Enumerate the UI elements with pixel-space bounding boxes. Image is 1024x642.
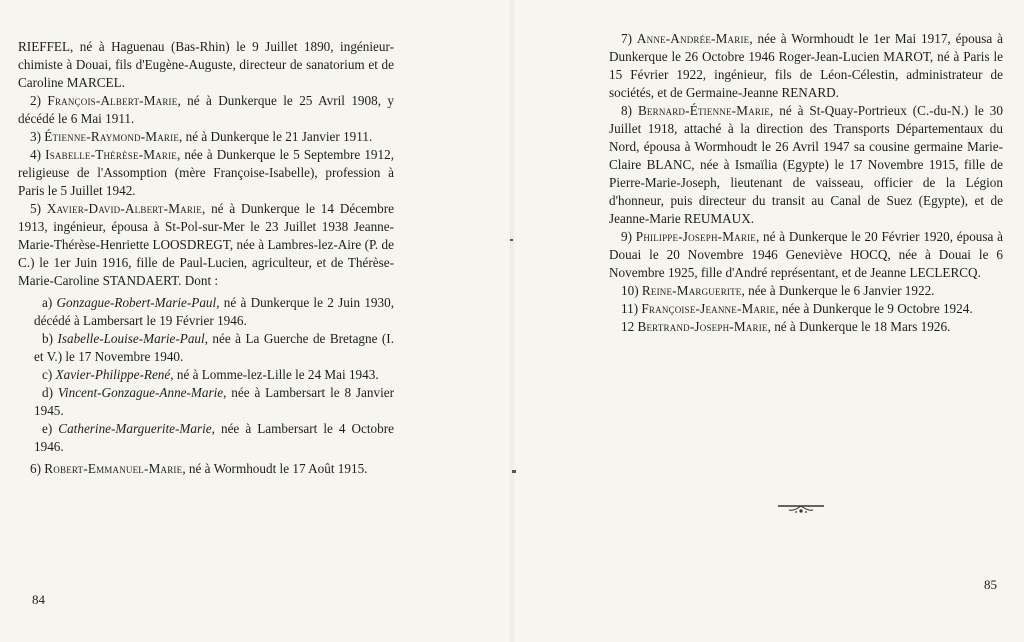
entry-name: Xavier-David-Albert-Marie [46,201,202,216]
left-page-text [18,38,394,478]
entry-name: François-Albert-Marie [47,93,178,108]
entry-8: 8) Bernard-Étienne-Marie, né à St-Quay-Portrieux (C.-du-N.) le 30 Juillet 1918, attaché à la direction des Transports Départementaux du Nord, épousa à Wormhoudt le 26 Avril 1947 sa cousine germaine Marie-Claire BLANC, née à Ismaïlia (Egypte) le 17 Novembre 1915, fille de Pierre-Marie-Joseph, lieutenant de vaisseau, officier de la Légion d'honneur, puis directeur du transit au Canal de Suez (Egypte), et de Jeanne-Marie REUMAUX. [609,103,1003,226]
right-page [512,0,1024,642]
entry-name: Robert-Emmanuel-Marie [44,461,183,476]
child-b: b) Isabelle-Louise-Marie-Paul, née à La Guerche de Bretagne (I. et V.) le 17 Novembre 1940. [34,331,394,364]
entry-7: 7) Anne-Andrée-Marie, née à Wormhoudt le 1er Mai 1917, épousa à Dunkerque le 26 Octobre 1946 Roger-Jean-Lucien MAROT, né à Paris le 15 Février 1922, ingénieur, fils de Léon-Célestin, administrateur de sociétés, et de Germaine-Jeanne RENARD. [609,31,1003,100]
child-d: d) Vincent-Gonzague-Anne-Marie, née à Lambersart le 8 Janvier 1945. [34,385,394,418]
entry-name: Bertrand-Joseph-Marie [637,319,768,334]
entry-name: Étienne-Raymond-Marie [44,129,180,144]
page-number-right: 85 [984,577,997,592]
page-number-left: 84 [32,592,45,607]
entry-5: 5) Xavier-David-Albert-Marie, né à Dunkerque le 14 Décembre 1913, ingénieur, épousa à St-Pol-sur-Mer le 23 Juillet 1938 Jeanne-Marie-Thérèse-Henriette LOOSDREGT, née à Lambres-lez-Aire (P. de C.) le 1er Juin 1916, fille de Paul-Lucien, agriculteur, et de Thérèse-Marie-Caroline STANDAERT. Dont : [18,201,395,288]
entry-name: Isabelle-Thérèse-Marie [45,147,177,162]
entry-2: 2) François-Albert-Marie, né à Dunkerque le 25 Avril 1908, y décédé le 6 Mai 1911. [18,93,395,126]
entry-9: 9) Philippe-Joseph-Marie, né à Dunkerque le 20 Février 1920, épousa à Douai le 20 Novembre 1946 Geneviève HOCQ, née à Douai le 6 Novembre 1925, fille d'André représentant, et de Jeanne LECLERCQ. [609,229,1004,280]
entry-name: Bernard-Étienne-Marie [637,103,770,118]
ornament-icon [776,500,826,516]
entry-name: Philippe-Joseph-Marie [635,229,756,244]
child-name: Isabelle-Louise-Marie-Paul [57,331,205,346]
entry-12: 12 Bertrand-Joseph-Marie, né à Dunkerque le 18 Mars 1926. [621,319,951,334]
child-e: e) Catherine-Marguerite-Marie, née à Lambersart le 4 Octobre 1946. [34,421,394,454]
entry-3: 3) Étienne-Raymond-Marie, né à Dunkerque le 21 Janvier 1911. [30,129,373,144]
entry-6: 6) Robert-Emmanuel-Marie, né à Wormhoudt le 17 Août 1915. [30,461,368,476]
scan-speck [512,470,516,473]
entry-11: 11) Françoise-Jeanne-Marie, née à Dunkerque le 9 Octobre 1924. [621,301,973,316]
child-name: Xavier-Philippe-René [55,367,171,382]
entry-1-continuation: RIEFFEL, né à Haguenau (Bas-Rhin) le 9 Juillet 1890, ingénieur-chimiste à Douai, fils d'Eugène-Auguste, directeur de sanatorium et de Caroline MARCEL. [18,39,394,90]
entry-4: 4) Isabelle-Thérèse-Marie, née à Dunkerque le 5 Septembre 1912, religieuse de l'Assomption (mère Françoise-Isabelle), profession à Paris le 5 Juillet 1942. [18,147,395,198]
entry-10: 10) Reine-Marguerite, née à Dunkerque le 6 Janvier 1922. [621,283,935,298]
entry-name: Reine-Marguerite [641,283,742,298]
entry-name: Françoise-Jeanne-Marie [641,301,776,316]
child-name: Catherine-Marguerite-Marie [58,421,212,436]
child-name: Gonzague-Robert-Marie-Paul [56,295,217,310]
child-a: a) Gonzague-Robert-Marie-Paul, né à Dunkerque le 2 Juin 1930, décédé à Lambersart le 19 Février 1946. [34,295,394,328]
child-name: Vincent-Gonzague-Anne-Marie [57,385,224,400]
entry-name: Anne-Andrée-Marie [636,31,750,46]
scan-speck [510,239,513,241]
right-page-text [609,30,1003,336]
child-c: c) Xavier-Philippe-René, né à Lomme-lez-Lille le 24 Mai 1943. [42,367,379,382]
